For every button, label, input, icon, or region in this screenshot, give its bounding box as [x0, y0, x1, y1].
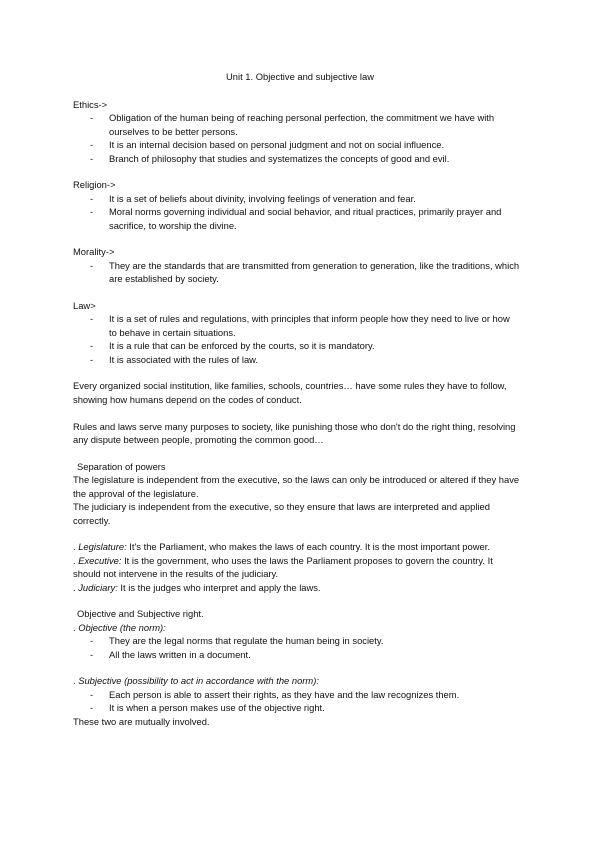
list-item: - It is associated with the rules of law. [73, 353, 520, 366]
list-ethics [73, 111, 520, 165]
definition-legislature: . Legislature: It's the Parliament, who makes the laws of each country. It is the most important power. [73, 541, 490, 553]
heading-morality: Morality-> [73, 246, 115, 258]
document-body [73, 98, 520, 728]
heading-law: Law> [73, 300, 96, 312]
list-law [73, 312, 520, 366]
list-item: - Branch of philosophy that studies and systematizes the concepts of good and evil. [73, 152, 520, 165]
label-objective: Objective (the norm): [78, 621, 166, 633]
list-item: - It is when a person makes use of the objective right. [73, 701, 520, 714]
paragraph-legislature-independence: The legislature is independent from the executive, so the laws can only be introduced or altered if they have the approval of the legislature. [73, 474, 520, 499]
list-item: - All the laws written in a document. [73, 648, 520, 661]
section-law [73, 299, 520, 366]
paragraph-purposes: Rules and laws serve many purposes to society, like punishing those who don't do the right thing, resolving any dispute between people, promoting the common good… [73, 420, 516, 446]
label-executive: Executive: [78, 554, 122, 566]
section-ethics [73, 98, 520, 165]
text-legislature: It's the Parliament, who makes the laws of each country. It is the most important power. [126, 541, 490, 553]
list-religion [73, 192, 520, 232]
paragraph-institutions: Every organized social institution, like families, schools, countries… have some rules they have to follow, showing how humans depend on the codes of conduct. [73, 380, 507, 405]
objective-label-line: . Objective (the norm): [73, 621, 166, 633]
list-item: - Moral norms governing individual and social behavior, and ritual practices, primarily prayer and sacrifice, to worship the divine. [73, 205, 520, 232]
definition-executive: . Executive: It is the government, who uses the laws the Parliament proposes to govern the country. It should not intervene in the results of the judiciary. [73, 554, 493, 580]
list-item: - They are the standards that are transmitted from generation to generation, like the traditions, which are established by society. [73, 259, 520, 286]
list-item: - They are the legal norms that regulate the human being in society. [73, 634, 520, 647]
heading-separation-of-powers: Separation of powers [77, 460, 166, 472]
heading-religion: Religion-> [73, 179, 116, 191]
list-item: - It is an internal decision based on personal judgment and not on social influence. [73, 138, 520, 151]
list-objective [73, 634, 520, 661]
text-judiciary: It is the judges who interpret and apply the laws. [117, 581, 321, 593]
list-item: - Each person is able to assert their rights, as they have and the law recognizes them. [73, 688, 520, 701]
list-item: - It is a set of beliefs about divinity, involving feelings of veneration and fear. [73, 192, 520, 205]
label-subjective: Subjective (possibility to act in accordance with the norm): [78, 675, 319, 687]
list-item: - It is a set of rules and regulations, with principles that inform people how they need to live or how to behave in certain situations. [73, 312, 520, 339]
section-morality [73, 245, 520, 285]
heading-objective-subjective-right: Objective and Subjective right. [77, 608, 204, 620]
closing-sentence: These two are mutually involved. [73, 715, 210, 727]
label-judiciary: Judiciary: [78, 581, 118, 593]
paragraph-judiciary-independence: The judiciary is independent from the executive, so they ensure that laws are interpreted and applied correctly. [73, 501, 490, 526]
label-legislature: Legislature: [78, 541, 127, 553]
subjective-label-line: . Subjective (possibility to act in accordance with the norm): [73, 675, 319, 687]
document-title: Unit 1. Objective and subjective law [226, 71, 374, 82]
list-morality [73, 259, 520, 286]
list-item: - Obligation of the human being of reaching personal perfection, the commitment we have with ourselves to be better persons. [73, 111, 520, 138]
section-objective-subjective-right [73, 607, 520, 728]
section-separation-of-powers [73, 460, 520, 594]
definition-judiciary: . Judiciary: It is the judges who interpret and apply the laws. [73, 581, 321, 593]
list-subjective [73, 688, 520, 715]
text-executive: It is the government, who uses the laws the Parliament proposes to govern the country. It should not intervene in the results of the judiciary. [73, 554, 493, 580]
heading-ethics: Ethics-> [73, 99, 108, 110]
section-religion [73, 178, 520, 232]
list-item: - It is a rule that can be enforced by the courts, so it is mandatory. [73, 339, 520, 352]
